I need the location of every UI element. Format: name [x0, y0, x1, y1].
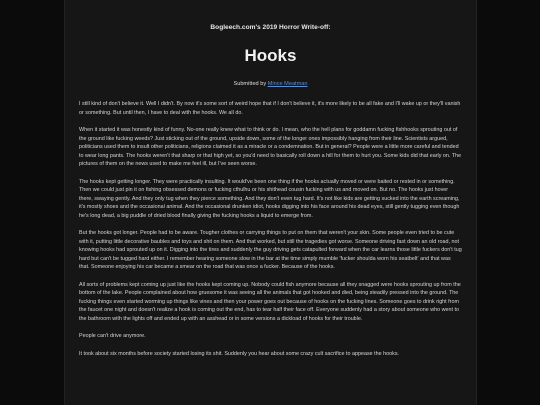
paragraph-5: All sorts of problems kept coming up just like the hooks kept coming up. Nobody could fish anymore because all they snagged were hooks sprouting up from the bottom of the lake. People complained about how gruesome it was seeing all the animals that got hooked and died, being steadily pressed into the ground. The fucking things even started worming up things like vines and then your power goes out because of hooks on the fucking lines. Someone goes to drink right from the faucet one night and doesn't realize a hook is coming out the end, has to tear half their face off. Everyone suddenly had a story about someone who went to the bathroom with the lights off and ended up with an asshead or in some versions a dickload of hooks for their trouble.	[79, 281, 461, 322]
paragraph-3: The hooks kept getting longer. They were practically insulting. It would've been one thing if the hooks actually moved or were baited or rested in or something. Then we could just pin it on fishing obsessed demons or fucking cthulhu or his shithead cousin fucking with us and moved on. But no. The hooks just hover there, swaying gently. And they only tug when they pierce something. And they don't even tug hard. It's not like kids are getting sucked into the earth screaming, it's mostly shoes and the occasional animal. And the occasional drunken idiot, hooks digging into his face around his dead eyes, still gently tugging even though he's long dead, a big puddle of dried blood finally giving the fucking hooks a liquid to emerge from.	[79, 178, 460, 219]
author-link[interactable]: Mince Meatman	[267, 81, 308, 87]
paragraph-7: It took about six months before society started losing its shit. Suddenly you hear about some crazy cult sacrifice to appease the hooks.	[79, 350, 400, 357]
series-kicker: Bogleech.com's 2019 Horror Write-off:	[210, 24, 331, 31]
story-title: Hooks	[244, 46, 297, 65]
story-page	[64, 0, 477, 405]
paragraph-1: I still kind of don't believe it. Well I didn't. By now it's some sort of weird hope that if I don't believe it, it's more likely to be all fake and I'll wake up or they'll vanish or something. But until then, I have to deal with the hooks. We all do.	[79, 101, 461, 116]
story-body	[79, 100, 462, 358]
byline-prefix: Submitted by	[233, 81, 267, 87]
paragraph-2: When it started it was honestly kind of funny. No-one really knew what to think or do. I mean, who the hell plans for goddamn fucking fishhooks sprouting out of the ground like fucking weeds? Just sticking out of the ground, upside down, some of the longer ones impossibly hanging from their line. Scientists argued, politicians used them to insult other politicians, religions claimed it as a miracle or a condemnation. But in general? People were a little more careful and tended to wear long pants. The hooks weren't that sharp or that high yet, so you'd need to basically roll down a hill for them to hurt you. Some kids did that early on. The pictures of them on the news used to make me feel ill, but I've seen worse.	[79, 127, 462, 167]
byline	[79, 80, 462, 88]
paragraph-6: People can't drive anymore.	[79, 333, 146, 339]
paragraph-4: But the hooks got longer. People had to be aware. Tougher clothes or carrying things to put on them that weren't your skin. Some people even tried to be cute with it, putting little decorative baubles and toys and shit on them. And that worked, but still the tragedies got worse. Someone driving fast down an old road, not knowing hooks had sprouted up on it. Digging into the tires and suddenly the guy driving gets catapulted forward when the car learns those little fuckers don't tug hard but can't be tugged hard either. I remember hearing someone slow in the bar at the time simply mumble 'fucker shoulda worn his seatbelt' and that was that. Someone enjoying his car became a smear on the road that was once a fucker. Because of the hooks.	[79, 230, 462, 270]
